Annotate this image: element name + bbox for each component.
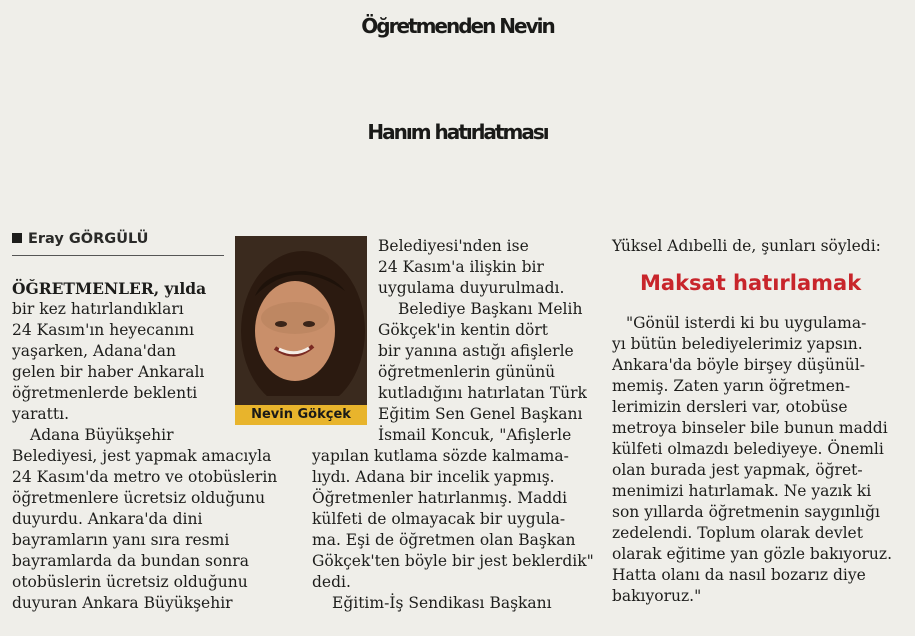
text-line: 24 Kasım'a ilişkin bir [378,258,544,276]
text-line: öğretmenlere ücretsiz olduğunu [12,489,266,507]
text-line: bayramların yanı sıra resmi [12,531,230,549]
text-line: Gökçek'in kentin dört [378,321,549,339]
text-line: Hatta olanı da nasıl bozarız diye [612,566,866,584]
text-line: otobüslerin ücretsiz olduğunu [12,573,248,591]
text-line: zedelendi. Toplum olarak devlet [612,524,863,542]
text-line: külfeti olmazdı belediyeye. Önemli [612,440,884,458]
text-line: memiş. Zaten yarın öğretmen- [612,377,851,395]
column-2-bottom [312,446,594,614]
text-line: öğretmenlerde beklenti [12,384,198,402]
headline-line-1: Öğretmenden Nevin [361,14,554,38]
text-line: Ankara'da böyle birşey düşünül- [612,356,865,374]
text-line: bayramlarda da bundan sonra [12,552,249,570]
text-line: Gökçek'ten böyle bir jest beklerdik" [312,552,594,570]
text-line: Yüksel Adıbelli de, şunları söyledi: [612,237,881,255]
byline-rule [12,255,224,256]
text-line: dedi. [312,573,351,591]
text-line: Adana Büyükşehir [30,426,174,444]
text-line: uygulama duyurulmadı. [378,279,565,297]
text-line: Öğretmenler hatırlanmış. Maddi [312,489,568,507]
text-line: duyuran Ankara Büyükşehir [12,594,233,612]
column-1-intro [12,278,206,425]
text-line: öğretmenlerin gününü [378,363,556,381]
bullet-square-icon [12,233,22,243]
column-3-top [612,236,881,257]
photo-caption: Nevin Gökçek [235,405,367,425]
column-3-quote [612,313,892,607]
text-line: gelen bir haber Ankaralı [12,363,205,381]
text-line: kutladığını hatırlatan Türk [378,384,587,402]
text-line: "Gönül isterdi ki bu uygulama- [626,314,867,332]
text-line: İsmail Koncuk, "Afişlerle [378,426,572,444]
headline-line-2: Hanım hatırlatması [367,120,548,144]
text-line: lerimizin dersleri var, otobüse [612,398,848,416]
text-line: lıydı. Adana bir incelik yapmış. [312,468,555,486]
text-line: yı bütün belediyelerimiz yapsın. [612,335,863,353]
text-line: yarattı. [12,405,69,423]
text-line: yaşarken, Adana'dan [12,342,176,360]
text-line: bir kez hatırlandıkları [12,300,184,318]
text-line: son yıllarda öğretmenin saygınlığı [612,503,880,521]
text-line: yapılan kutlama sözde kalmama- [312,447,569,465]
portrait-illustration [235,236,367,421]
byline [12,231,148,247]
text-line: Belediyesi'nden ise [378,237,529,255]
text-line: olan burada jest yapmak, öğret- [612,461,863,479]
column-1-body [12,425,277,614]
text-line: bir yanına astığı afişlerle [378,342,574,360]
portrait-photo [235,236,367,421]
text-line: ma. Eşi de öğretmen olan Başkan [312,531,576,549]
text-line: duyurdu. Ankara'da dini [12,510,203,528]
text-line: Eğitim-İş Sendikası Başkanı [332,594,552,612]
byline-author: Eray GÖRGÜLÜ [28,231,149,247]
text-line: olarak eğitime yan gözle bakıyoruz. [612,545,893,563]
text-line: metroya binseler bile bunun maddi [612,419,888,437]
text-line: Belediyesi, jest yapmak amacıyla [12,447,272,465]
text-line: külfeti de olmayacak bir uygula- [312,510,566,528]
text-line: 24 Kasım'ın heyecanını [12,321,195,339]
text-line: ÖĞRETMENLER, yılda [12,279,207,298]
text-line: Belediye Başkanı Melih [398,300,583,318]
text-line: 24 Kasım'da metro ve otobüslerin [12,468,278,486]
text-line: menimizi hatırlamak. Ne yazık ki [612,482,872,500]
subheading: Maksat hatırlamak [640,271,862,295]
text-line: bakıyoruz." [612,587,702,605]
column-2-top [378,236,587,446]
text-line: Eğitim Sen Genel Başkanı [378,405,583,423]
